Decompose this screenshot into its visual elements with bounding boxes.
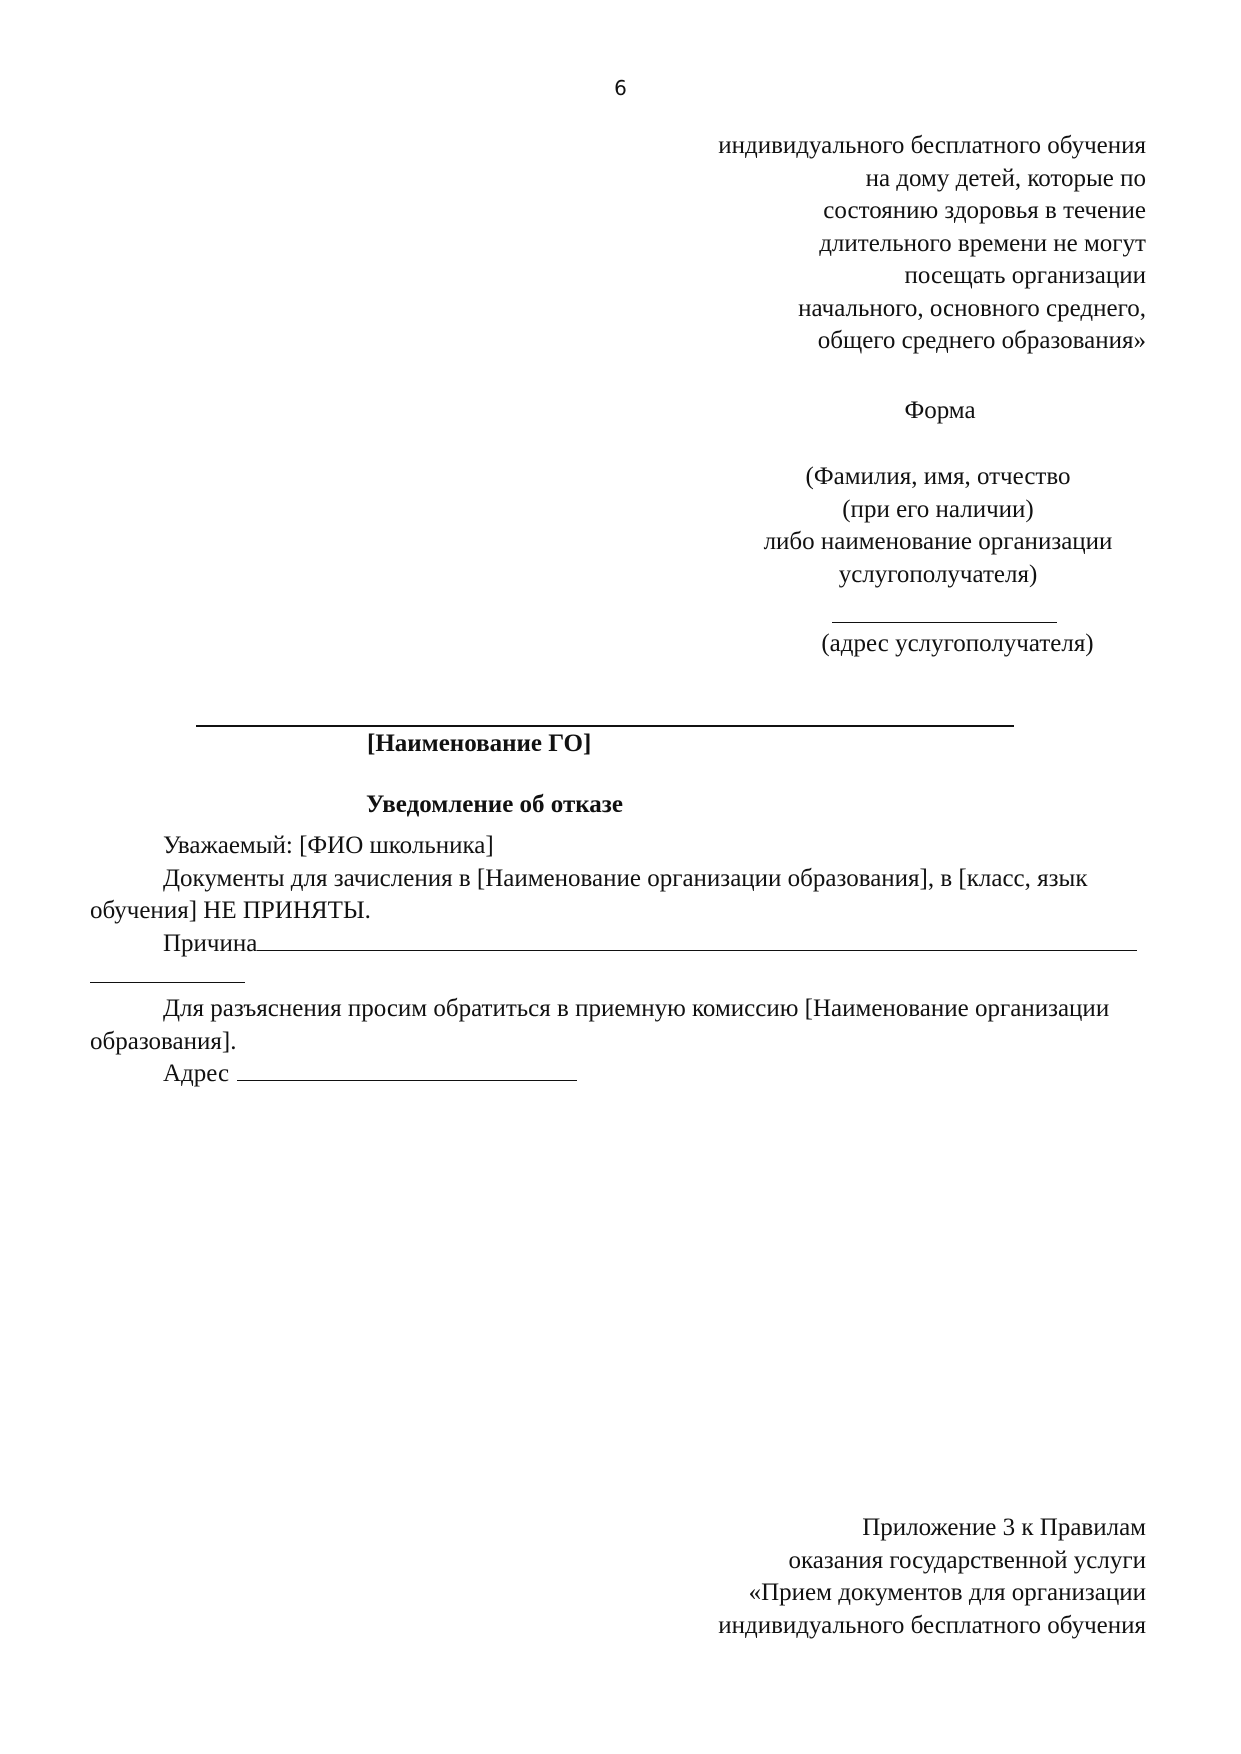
notice-title: Уведомление об отказе	[366, 791, 623, 818]
appendix-line: «Прием документов для организации	[748, 1579, 1146, 1606]
header-line: длительного времени не могут	[819, 229, 1146, 257]
form-label: Форма	[904, 397, 976, 424]
clarification-paragraph: Для разъяснения просим обратиться в приемную комиссию [Наименование организации образования].	[90, 995, 1110, 1055]
address-label: Адрес	[163, 1060, 230, 1087]
header-line: состоянию здоровья в течение	[823, 197, 1146, 224]
header-line: на дому детей, которые по	[865, 164, 1146, 192]
reason-label: Причина	[163, 929, 258, 957]
address-underline	[832, 622, 1057, 623]
appendix-line: индивидуального бесплатного обучения	[718, 1611, 1146, 1639]
header-line: посещать организации	[904, 262, 1146, 289]
header-line: индивидуального бесплатного обучения	[718, 132, 1146, 159]
reason-fill-continuation	[90, 960, 245, 983]
header-line: общего среднего образования»	[817, 327, 1146, 354]
address-line	[90, 1058, 1151, 1091]
page-number: 6	[614, 76, 627, 100]
address-fill-line	[237, 1058, 577, 1081]
recipient-line: (при его наличии)	[842, 495, 1034, 523]
appendix-line: оказания государственной услуги	[788, 1546, 1146, 1574]
reason-fill-line	[257, 928, 1137, 951]
go-name: [Наименование ГО]	[367, 730, 592, 757]
appendix-line: Приложение 3 к Правилам	[862, 1514, 1146, 1541]
header-continuation	[718, 130, 1146, 358]
appendix-heading	[718, 1512, 1146, 1642]
go-name-rule	[196, 725, 1014, 727]
greeting: Уважаемый: [ФИО школьника]	[163, 832, 494, 859]
documents-paragraph: Документы для зачисления в [Наименование организации образования], в [класс, язык обучения] НЕ ПРИНЯТЫ.	[90, 864, 1088, 924]
recipient-address-label: (адрес услугополучателя)	[821, 630, 1094, 657]
reason-line	[90, 928, 1151, 961]
notice-body	[90, 830, 1151, 1091]
recipient-line: либо наименование организации	[763, 528, 1113, 555]
recipient-line: услугополучателя)	[838, 560, 1038, 588]
header-line: начального, основного среднего,	[798, 294, 1146, 322]
recipient-block	[718, 461, 1158, 591]
recipient-line: (Фамилия, имя, отчество	[805, 463, 1071, 490]
